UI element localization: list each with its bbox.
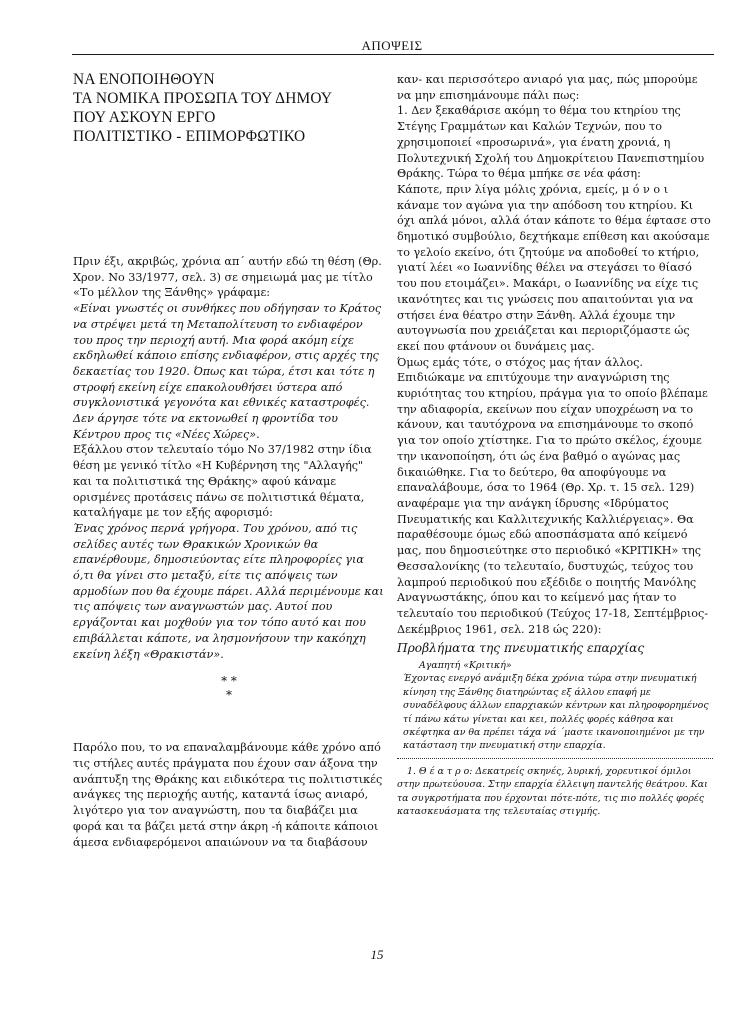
quoted-letter <box>403 659 713 753</box>
body-paragraph: 1. Δεν ξεκαθάρισε ακόμη το θέμα του κτηρίου της Στέγης Γραμμάτων και Καλών Τεχνών, που το χρησιμοποιεί «προσωρινά», για ένατη χρονιά, η Πολυτεχνική Σχολή του Δημοκρίτειου Πανεπιστημίου Θράκης. Τώρα το θέμα μπήκε σε νέα φάση: <box>397 104 705 181</box>
right-column <box>397 72 713 818</box>
footnote: 1. Θ έ α τ ρ ο: Δεκατρείς σκηνές, λυρική, χορευτικοί όμιλοι στην πρωτεύουσα. Στην επαρχία έλλειψη παντελής θεάτρου. Και τα συγκροτήματα που έρχονται πότε-πότε, τις πιο πολλές φορές κατασκευάσματα της τελευταίας στιγμής. <box>397 765 708 818</box>
running-header: ΑΠΟΨΕΙΣ <box>361 38 423 53</box>
header-rule <box>72 54 714 55</box>
body-paragraph: καν- και περισσότερο ανιαρό για μας, πώς μπορούμε να μην επισημάνουμε πάλι πως: <box>397 73 698 102</box>
article-title <box>73 70 385 146</box>
title-line: ΠΟΛΙΤΙΣΤΙΚΟ - ΕΠΙΜΟΡΦΩΤΙΚΟ <box>73 128 306 145</box>
letter-salutation: Αγαπητή «Κριτική» <box>419 660 512 672</box>
body-paragraph: Όμως εμάς τότε, ο στόχος μας ήταν άλλος. Επιδιώκαμε να επιτύχουμε την αναγνώριση της κυριότητας του κτηρίου, πράγμα για το οποίο βλέπαμε την αδιαφορία, εκείνων που είχαν υποχρέωση να το κάνουν, και ταυτόχρονα να επισημάνουμε το σκοπό για τον οποίο χτίστηκε. Για το πρώτο σκέλος, έχουμε την ικανοποίηση, ότι ώς ένα βαθμό ο αγώνας μας δικαιώθηκε. Για το δεύτερο, θα αποφύγουμε να επαναλάβουμε, όσα το 1964 (Θρ. Χρ. τ. 15 σελ. 129) αναφέραμε για την ανάγκη ίδρυσης «Ιδρύματος Πνευματικής και Καλλιτεχνικής Καλλιέργειας». Θα παραθέσουμε όμως εδώ αποσπάσματα από κείμενό μας, που δημοσιεύτηκε στο περιοδικό «ΚΡΙΤΙΚΗ» της Θεσσαλονίκης (το τελευταίο, δυστυχώς, τεύχος του λαμπρού περιοδικού που εξέδιδε ο ποιητής Μανόλης Αναγνωστάκης, όπου και το κείμενό μας ήταν το τελευταίο του περιοδικού (Τεύχος 17-18, Σεπτέμβριος-Δεκέμβριος 1961, σελ. 218 ώς 220): <box>397 355 709 636</box>
intro-paragraph: Πριν έξι, ακριβώς, χρόνια απ΄ αυτήν εδώ τη θέση (Θρ. Χρον. Νο 33/1977, σελ. 3) σε σημειωμά μας με τίτλο «Το μέλλον της Ξάνθης» γράφαμε: <box>73 255 382 300</box>
quoted-paragraph: Ένας χρόνος περνά γρήγορα. Του χρόνου, από τις σελίδες αυτές των Θρακικών Χρονικών θα επανέρθουμε, δημοσιεύοντας είτε πληροφορίες για ό,τι θα γίνει στο μεταξύ, είτε τις απόψεις των αρμοδίων που θα έχουμε πάρει. Αλλά περιμένουμε και τις απόψεις των αναγνωστών μας. Αυτοί που εργάζονται και μοχθούν για τον τόπο αυτό και που επιβάλλεται κάποτε, να λησμονήσουν την κακόηχη εκείνη λέξη «Θρακιστάν». <box>73 521 384 661</box>
page-number: 15 <box>370 947 384 962</box>
left-column <box>73 70 385 850</box>
title-line: ΠΟΥ ΑΣΚΟΥΝ ΕΡΓΟ <box>73 109 216 126</box>
title-line: ΤΑ ΝΟΜΙΚΑ ΠΡΟΣΩΠΑ ΤΟΥ ΔΗΜΟΥ <box>73 90 333 107</box>
section-separator <box>73 674 385 702</box>
section-subheading: Προβλήματα της πνευματικής επαρχίας <box>397 641 645 656</box>
footnote-divider <box>397 758 713 759</box>
separator-line: * <box>226 688 232 703</box>
body-paragraph: Εξάλλου στον τελευταίο τόμο Νο 37/1982 στην ίδια θέση με γενικό τίτλο «Η Κυβέρνηση της "Αλλαγής" και τα πολιτιστικά της Θράκης» αφού κάναμε ορισμένες προτάσεις πάνω σε πολιτιστικά θέματα, καταλήγαμε με τον εξής αφορισμό: <box>73 443 372 520</box>
body-paragraph: Παρόλο που, το να επαναλαμβάνουμε κάθε χρόνο από τις στήλες αυτές πράγματα που έχουν σαν άξονα την ανάπτυξη της Θράκης και ειδικότερα τις πολιτιστικές ανάγκες της περιοχής αυτής, καταντά ίσως ανιαρό, λιγότερο για τον αναγνώστη, που τα διαβάζει μια φορά και τα βάζει μετά στην άκρη -ή κάποιτε κάποιοι άμεσα ενδιαφερόμενοι απαιώνουν να τα διαβάσουν <box>73 741 383 849</box>
body-paragraph: Κάποτε, πριν λίγα μόλις χρόνια, εμείς, μ ό ν ο ι κάναμε τον αγώνα για την απόδοση του κτηρίου. Κι όχι απλά μόνοι, αλλά όταν κάποτε το θέμα έφτασε στο δημοτικό συμβούλιο, δεχτήκαμε επίθεση και ακούσαμε το γελοίο εκείνο, ότι ζητούμε να αποδοθεί το κτήριο, γιατί λέει «ο Ιωαννίδης θέλει να στεγάσει το θίασό του που ετοιμάζει». Μακάρι, ο Ιωαννίδης να είχε τις ικανότητες και τις γνώσεις που απαιτούνται για να στήσει ένα θέατρο στην Ξάνθη. Αλλά έχουμε την αυτογνωσία που χρειάζεται και περιοριζόμαστε ώς εκεί που φτάνουν οι δυνάμεις μας. <box>397 182 711 353</box>
separator-line: * * <box>221 674 237 689</box>
letter-text: Έχοντας ενεργό ανάμιξη δέκα χρόνια τώρα στην πνευματική κίνηση της Ξάνθης διατηρώντας εξ άλλου επαφή με συναδέλφους άλλων επαρχιακών κέντρων και πληροφορημένος τί πάνω κάτω γίνεται και κει, πολλές φορές κάθησα και σκέφτηκα αν θα πρέπει τάχα νά ΄μαστε ικανοποιημένοι με την κατάσταση την πνευματική στην επαρχία. <box>403 673 709 752</box>
title-line: ΝΑ ΕΝΟΠΟΙΗΘΟΥΝ <box>73 71 215 88</box>
quoted-paragraph: «Είναι γνωστές οι συνθήκες που οδήγησαν το Κράτος να στρέψει μετά τη Μεταπολίτευση το ενδιαφέρον του προς την περιοχή αυτή. Μια φορά ακόμη είχε εκδηλωθεί κάποιο επίσης ενδιαφέρον, στις αρχές της δεκαετίας του 1920. Όπως και τώρα, έτσι και τότε η στροφή εκείνη είχε επακολουθήσει ύστερα από συγκλονιστικά γεγονότα και εθνικές καταστροφές. Δεν άργησε τότε να εκτονωθεί η φροντίδα του Κέντρου προς τις «Νέες Χώρες». <box>73 302 382 441</box>
